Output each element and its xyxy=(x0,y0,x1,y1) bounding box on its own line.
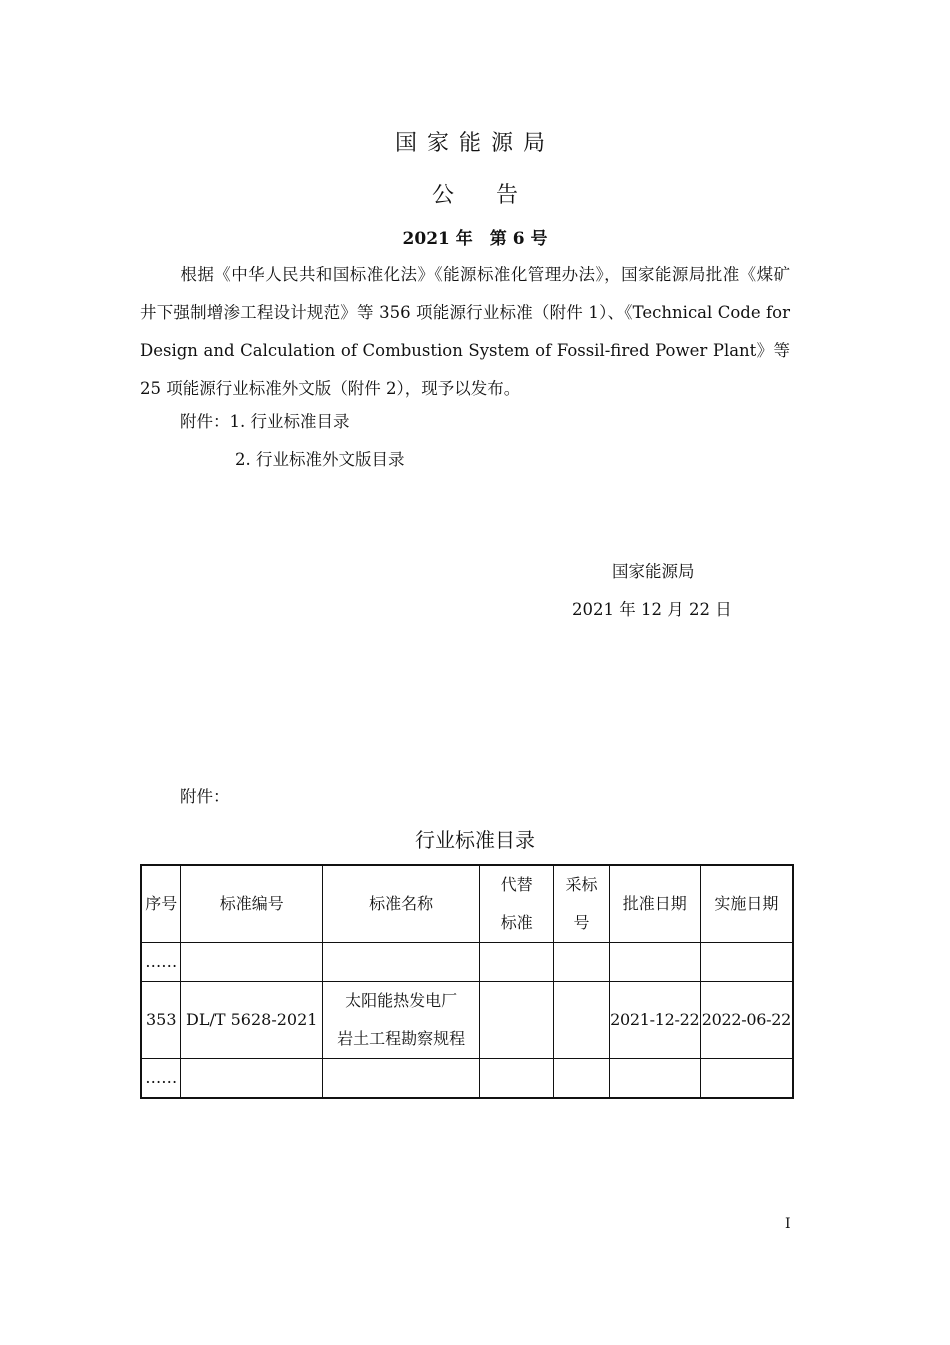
empty-cell xyxy=(700,943,793,982)
notice-title: 公告 xyxy=(431,183,560,208)
empty-cell xyxy=(181,1059,323,1099)
header-approve: 批准日期 xyxy=(609,865,700,943)
empty-cell xyxy=(554,943,610,982)
table-header-row xyxy=(141,865,793,943)
empty-cell xyxy=(480,1059,554,1099)
page-number: I xyxy=(785,1216,791,1232)
row-implement-date: 2022-06-22 xyxy=(700,982,793,1059)
announcement-text: 根据《中华人民共和国标准化法》《能源标准化管理办法》，国家能源局批准《煤矿井下强制增渗工程设计规范》等 356 项能源行业标准（附件 1）、《Technical Code for Design and Calculation of Combustion System of Fossil-fired Power Plant》等 25 项能源行业标准外文版（附件 2），现予以发布。 xyxy=(140,265,790,398)
header-replace-line1: 代替 xyxy=(500,875,533,894)
empty-cell xyxy=(554,1059,610,1099)
signature-date: 2021 年 12 月 22 日 xyxy=(572,600,732,619)
empty-cell xyxy=(480,943,554,982)
attachment-item-2: 2. 行业标准外文版目录 xyxy=(235,450,405,469)
ellipsis-cell: …… xyxy=(141,1059,181,1099)
header-replace xyxy=(480,865,554,943)
standards-table xyxy=(140,864,794,1099)
header-replace-line2: 标准 xyxy=(500,913,533,932)
header-adopt-line2: 号 xyxy=(573,913,590,932)
header-adopt-line1: 采标 xyxy=(565,875,598,894)
header-implement: 实施日期 xyxy=(700,865,793,943)
empty-cell xyxy=(323,1059,480,1099)
table-row xyxy=(141,982,793,1059)
row-name xyxy=(323,982,480,1059)
attachment-label: 附件： xyxy=(180,787,230,806)
empty-cell xyxy=(609,943,700,982)
header-code: 标准编号 xyxy=(181,865,323,943)
header-seq: 序号 xyxy=(141,865,181,943)
header-adopt xyxy=(554,865,610,943)
issue-number: 2021 年 第 6 号 xyxy=(402,229,548,249)
table-row-ellipsis-top xyxy=(141,943,793,982)
empty-cell xyxy=(323,943,480,982)
header-name: 标准名称 xyxy=(323,865,480,943)
announcement-paragraph xyxy=(140,256,790,408)
document-org-title: 国家能源局 xyxy=(394,131,555,156)
row-name-line1: 太阳能热发电厂 xyxy=(345,991,458,1010)
signature-org: 国家能源局 xyxy=(612,562,695,581)
row-seq: 353 xyxy=(141,982,181,1059)
row-code: DL/T 5628-2021 xyxy=(181,982,323,1059)
empty-cell xyxy=(181,943,323,982)
catalog-title: 行业标准目录 xyxy=(415,828,535,852)
row-adopt xyxy=(554,982,610,1059)
empty-cell xyxy=(700,1059,793,1099)
row-name-line2: 岩土工程勘察规程 xyxy=(337,1029,466,1048)
table-row-ellipsis-bottom xyxy=(141,1059,793,1099)
row-replace xyxy=(480,982,554,1059)
attachment-item-1: 附件：1. 行业标准目录 xyxy=(180,412,350,431)
ellipsis-cell: …… xyxy=(141,943,181,982)
row-approve-date: 2021-12-22 xyxy=(609,982,700,1059)
empty-cell xyxy=(609,1059,700,1099)
